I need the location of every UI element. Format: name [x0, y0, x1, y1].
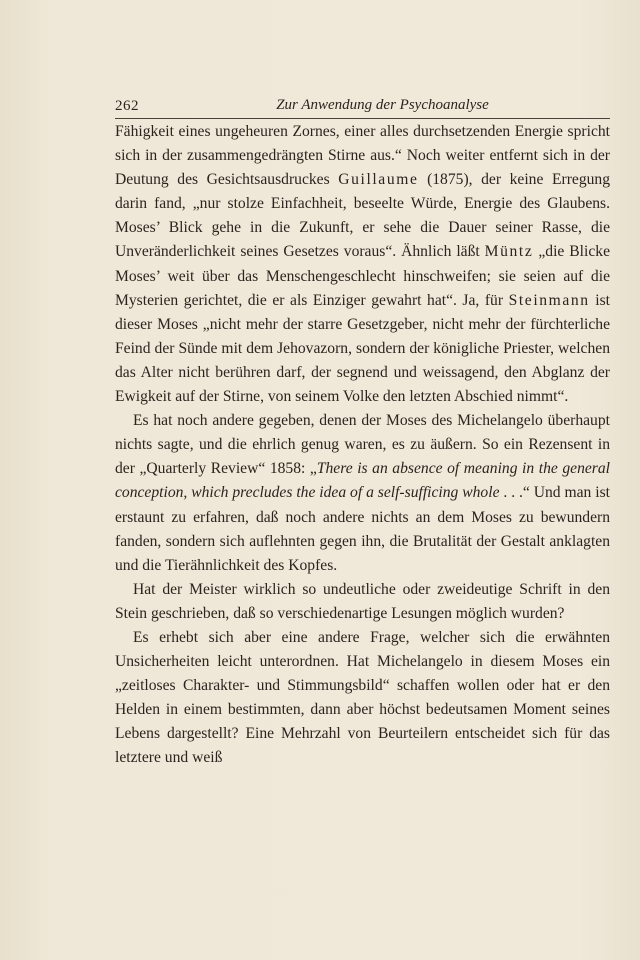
running-title: Zur Anwendung der Psychoanalyse: [276, 97, 489, 113]
text-segment: „die Blicke Moses’ weit über das Menschengeschlecht hinschweifen; sie seien auf die Mysterien gerichtet, die er als Einziger gewahrt hat“. Ja, für: [115, 243, 610, 309]
text-segment: Fähigkeit eines ungeheuren Zornes, einer alles durchsetzenden Energie spricht sich in der zusammengedrängten Stirne aus.“ Noch weiter entfernt sich in der Deutung des Gesichtsausdruckes: [115, 123, 610, 189]
page-number: 262: [115, 98, 139, 114]
text-segment: Es hat noch andere gegeben, denen der Moses des Michelangelo überhaupt nichts sagte, und die ehrlich genug waren, es zu äußern. So ein Rezensent in der „Quarterly Review“ 1858: „: [115, 412, 610, 478]
page-header: [115, 96, 610, 119]
spaced-name-steinmann: Steinmann: [508, 291, 590, 309]
text-segment: Es erhebt sich aber eine andere Frage, welcher sich die erwähnten Unsicherheiten leicht unterordnen. Hat Michelangelo in diesem Moses ein „zeitloses Charakter- und Stimmungsbild“ schaffen wollen oder hat er den Helden in einem bestimmten, dann aber höchst bedeutsamen Moment seines Lebens dargestellt? Eine Mehrzahl von Beurteilern entscheidet sich für das letztere und weiß: [115, 628, 610, 767]
paragraph-2: [115, 409, 610, 578]
body-text: [115, 120, 610, 771]
paragraph-1: [115, 120, 610, 409]
text-segment: Hat der Meister wirklich so undeutliche oder zweideutige Schrift in den Stein geschrieben, daß so verschiedenartige Lesungen möglich wurden?: [115, 580, 610, 622]
paragraph-4: [115, 626, 610, 771]
text-segment: ist dieser Moses „nicht mehr der starre Gesetzgeber, nicht mehr der fürchterliche Feind der Sünde mit dem Jehovazorn, sondern der königliche Priester, welchen das Alter nicht berühren darf, der segnend und weissagend, den Abglanz der Ewigkeit auf der Stirne, von seinem Volke den letzten Abschied nimmt“.: [115, 291, 610, 406]
text-segment: (1875), der keine Erregung darin fand, „nur stolze Einfachheit, beseelte Würde, Energie des Glaubens. Moses’ Blick gehe in die Zukunft, er sehe die Dauer seiner Rasse, die Unveränderlichkeit seines Gesetzes voraus“. Ähnlich läßt: [115, 171, 611, 261]
text-segment: . . .“ Und man ist erstaunt zu erfahren, daß noch andere nichts an dem Moses zu bewundern fanden, sondern sich auflehnten gegen ihn, die Brutalität der Gestalt anklagten und die Tierähnlichkeit des Kopfes.: [115, 484, 610, 574]
spaced-name-guillaume: Guillaume: [338, 171, 419, 189]
spaced-name-muentz: Müntz: [484, 243, 534, 261]
paragraph-3: [115, 578, 610, 626]
english-quotation: There is an absence of meaning in the general conception, which precludes the idea of a self-sufficing whole: [115, 460, 610, 502]
